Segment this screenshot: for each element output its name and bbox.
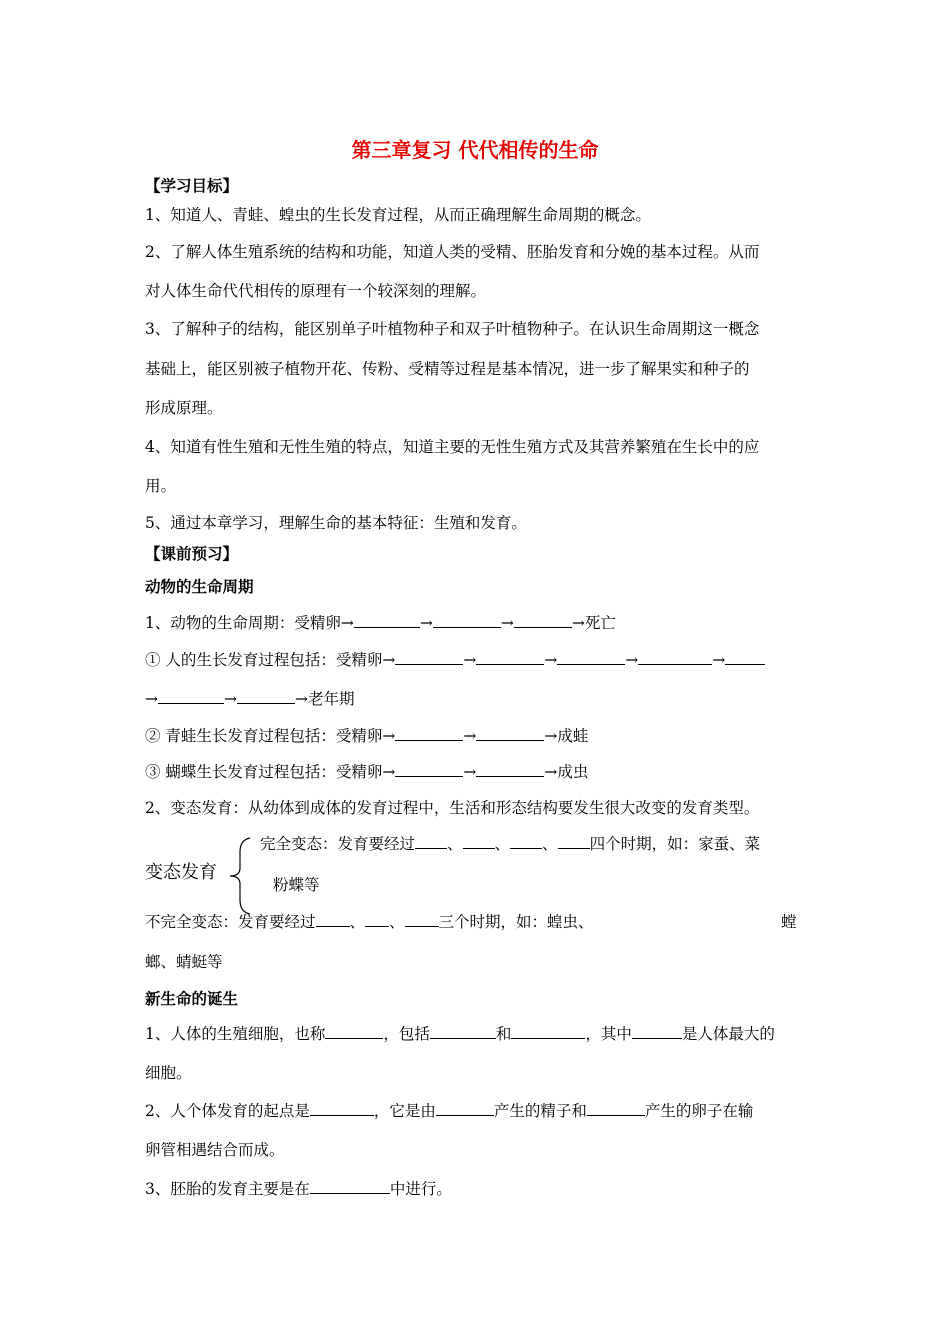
answer-blank[interactable] bbox=[325, 1024, 383, 1039]
objective-line: 5、通过本章学习，理解生命的基本特征：生殖和发育。 bbox=[145, 514, 527, 532]
answer-blank[interactable] bbox=[316, 912, 350, 927]
metamorphosis-definition: 2、变态发育：从幼体到成体的发育过程中，生活和形态结构要发生很大改变的发育类型。 bbox=[145, 799, 760, 817]
human-development-cont: → → →老年期 bbox=[145, 690, 355, 708]
page-title: 第三章复习 代代相传的生命 bbox=[351, 138, 599, 162]
answer-blank[interactable] bbox=[632, 1024, 682, 1039]
butterfly-development-line: ③ 蝴蝶生长发育过程包括：受精卵→ → →成虫 bbox=[145, 763, 589, 781]
incomplete-metamorphosis-line: 不完全变态：发育要经过 、 、 三个时期，如：蝗虫、 bbox=[145, 913, 594, 931]
objective-line: 4、知道有性生殖和无性生殖的特点，知道主要的无性生殖方式及其营养繁殖在生长中的应 bbox=[145, 438, 760, 456]
answer-blank[interactable] bbox=[587, 1101, 645, 1116]
birth-q1-cont: 细胞。 bbox=[145, 1064, 192, 1082]
answer-blank[interactable] bbox=[558, 834, 590, 849]
birth-q2: 2、人个体发育的起点是 ，它是由 产生的精子和 产生的卵子在输 bbox=[145, 1102, 754, 1120]
birth-q2-cont: 卵管相遇结合而成。 bbox=[145, 1141, 285, 1159]
curly-brace-icon bbox=[224, 836, 254, 916]
answer-blank[interactable] bbox=[395, 762, 463, 777]
complete-metamorphosis-cont: 粉蝶等 bbox=[273, 876, 320, 894]
objective-line: 1、知道人、青蛙、蝗虫的生长发育过程，从而正确理解生命周期的概念。 bbox=[145, 206, 651, 224]
answer-blank[interactable] bbox=[365, 912, 389, 927]
incomplete-metamorphosis-cont: 螂、蜻蜓等 bbox=[145, 953, 223, 971]
animal-q1: 1、动物的生命周期：受精卵→ → → →死亡 bbox=[145, 614, 616, 632]
human-development-line: ① 人的生长发育过程包括：受精卵→ → → → → bbox=[145, 650, 765, 670]
answer-blank[interactable] bbox=[476, 650, 544, 665]
incomplete-metamorphosis-tail: 螳 bbox=[781, 913, 797, 931]
frog-development-line: ② 青蛙生长发育过程包括：受精卵→ → →成蛙 bbox=[145, 727, 589, 745]
answer-blank[interactable] bbox=[463, 834, 495, 849]
answer-blank[interactable] bbox=[395, 650, 463, 665]
answer-blank[interactable] bbox=[354, 613, 420, 628]
objective-line: 用。 bbox=[145, 477, 177, 495]
birth-q3: 3、胚胎的发育主要是在 中进行。 bbox=[145, 1180, 452, 1198]
answer-blank[interactable] bbox=[514, 613, 572, 628]
answer-blank[interactable] bbox=[476, 762, 544, 777]
preview-heading: 【课前预习】 bbox=[145, 545, 239, 563]
complete-metamorphosis-line: 完全变态：发育要经过 、 、 、 四个时期，如：家蚕、菜 bbox=[260, 835, 761, 853]
answer-blank[interactable] bbox=[725, 650, 765, 665]
answer-blank[interactable] bbox=[395, 726, 463, 741]
answer-blank[interactable] bbox=[237, 689, 295, 704]
objective-line: 对人体生命代代相传的原理有一个较深刻的理解。 bbox=[145, 282, 487, 300]
answer-blank[interactable] bbox=[511, 1024, 585, 1039]
answer-blank[interactable] bbox=[310, 1179, 390, 1194]
animal-section-heading: 动物的生命周期 bbox=[145, 578, 254, 596]
answer-blank[interactable] bbox=[557, 650, 625, 665]
answer-blank[interactable] bbox=[638, 650, 712, 665]
answer-blank[interactable] bbox=[510, 834, 542, 849]
answer-blank[interactable] bbox=[476, 726, 544, 741]
objectives-heading: 【学习目标】 bbox=[145, 177, 239, 195]
answer-blank[interactable] bbox=[430, 1024, 496, 1039]
objective-line: 3、了解种子的结构，能区别单子叶植物种子和双子叶植物种子。在认识生命周期这一概念 bbox=[145, 320, 760, 338]
answer-blank[interactable] bbox=[436, 1101, 494, 1116]
birth-q1: 1、人体的生殖细胞，也称 ，包括 和 ，其中 是人体最大的 bbox=[145, 1025, 775, 1043]
answer-blank[interactable] bbox=[158, 689, 224, 704]
answer-blank[interactable] bbox=[433, 613, 501, 628]
birth-section-heading: 新生命的诞生 bbox=[145, 990, 239, 1008]
metamorphosis-label: 变态发育 bbox=[145, 862, 217, 883]
answer-blank[interactable] bbox=[415, 834, 447, 849]
objective-line: 基础上，能区别被子植物开花、传粉、受精等过程是基本情况，进一步了解果实和种子的 bbox=[145, 360, 750, 378]
answer-blank[interactable] bbox=[405, 912, 439, 927]
objective-line: 2、了解人体生殖系统的结构和功能，知道人类的受精、胚胎发育和分娩的基本过程。从而 bbox=[145, 243, 760, 261]
answer-blank[interactable] bbox=[310, 1101, 374, 1116]
objective-line: 形成原理。 bbox=[145, 399, 223, 417]
